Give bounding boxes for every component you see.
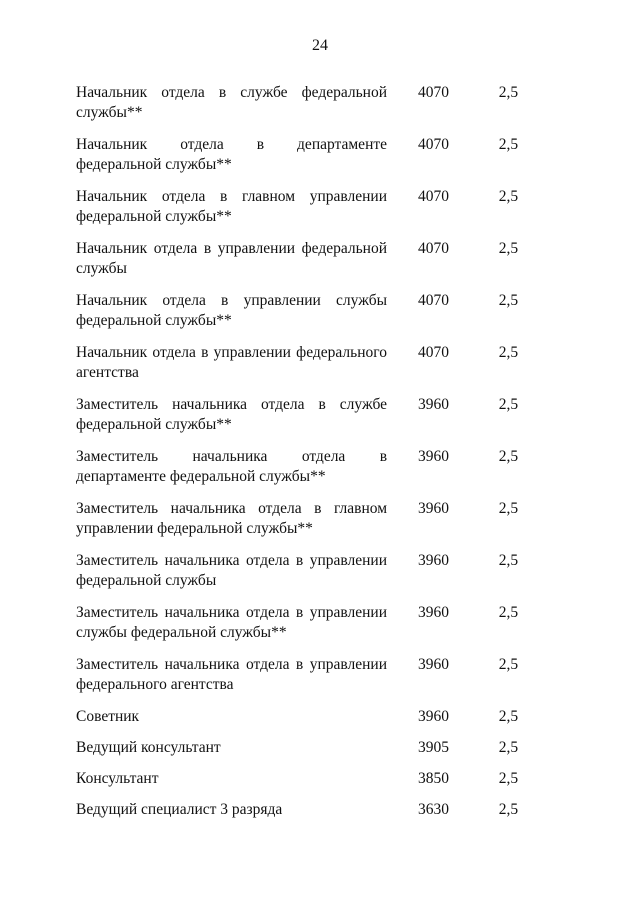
table-row [76,83,546,123]
position-coefficient: 2,5 [498,240,519,257]
table-row [76,707,546,727]
position-code: 3960 [418,656,450,673]
table-row [76,395,546,435]
table-row [76,447,546,487]
position-code: 4070 [418,188,450,205]
table-row [76,769,546,789]
table-row [76,655,546,695]
position-title: Начальник отдела в управлении федеральной службы [76,240,388,277]
position-title: Ведущий специалист 3 разряда [76,801,283,818]
position-title: Ведущий консультант [76,739,221,756]
position-coefficient: 2,5 [498,188,519,205]
position-title: Советник [76,708,140,725]
table-row [76,603,546,643]
position-title: Начальник отдела в департаменте федеральной службы** [76,136,388,173]
position-code: 3960 [418,604,450,621]
position-coefficient: 2,5 [498,448,519,465]
position-coefficient: 2,5 [498,656,519,673]
position-title: Начальник отдела в службе федеральной службы** [76,84,388,121]
table-row [76,499,546,539]
table-row [76,738,546,758]
position-coefficient: 2,5 [498,500,519,517]
position-title: Заместитель начальника отдела в управлении службы федеральной службы** [76,604,388,641]
position-title: Заместитель начальника отдела в департаменте федеральной службы** [76,448,388,485]
page-number: 24 [312,37,328,54]
position-title: Начальник отдела в главном управлении федеральной службы** [76,188,388,225]
position-coefficient: 2,5 [498,801,519,818]
table-row [76,187,546,227]
position-title: Начальник отдела в управлении федерального агентства [76,344,388,381]
position-code: 3905 [418,739,450,756]
position-coefficient: 2,5 [498,292,519,309]
position-title: Заместитель начальника отдела в службе федеральной службы** [76,396,388,433]
position-code: 3960 [418,500,450,517]
position-coefficient: 2,5 [498,84,519,101]
position-code: 4070 [418,136,450,153]
position-code: 3960 [418,396,450,413]
position-coefficient: 2,5 [498,708,519,725]
table-row [76,551,546,591]
position-coefficient: 2,5 [498,604,519,621]
position-code: 4070 [418,240,450,257]
position-title: Консультант [76,770,159,787]
position-code: 4070 [418,292,450,309]
position-coefficient: 2,5 [498,344,519,361]
table-row [76,291,546,331]
position-code: 3630 [418,801,450,818]
table-row [76,239,546,279]
position-table [76,83,546,831]
table-row [76,135,546,175]
position-coefficient: 2,5 [498,396,519,413]
position-code: 3960 [418,708,450,725]
position-code: 4070 [418,344,450,361]
position-code: 3850 [418,770,450,787]
position-code: 3960 [418,552,450,569]
table-row [76,343,546,383]
position-title: Заместитель начальника отдела в управлении федеральной службы [76,552,388,589]
position-coefficient: 2,5 [498,739,519,756]
position-code: 4070 [418,84,450,101]
position-title: Заместитель начальника отдела в управлении федерального агентства [76,656,388,693]
position-title: Начальник отдела в управлении службы федеральной службы** [76,292,388,329]
position-coefficient: 2,5 [498,552,519,569]
position-coefficient: 2,5 [498,770,519,787]
table-row [76,800,546,820]
position-coefficient: 2,5 [498,136,519,153]
position-code: 3960 [418,448,450,465]
position-title: Заместитель начальника отдела в главном управлении федеральной службы** [76,500,388,537]
